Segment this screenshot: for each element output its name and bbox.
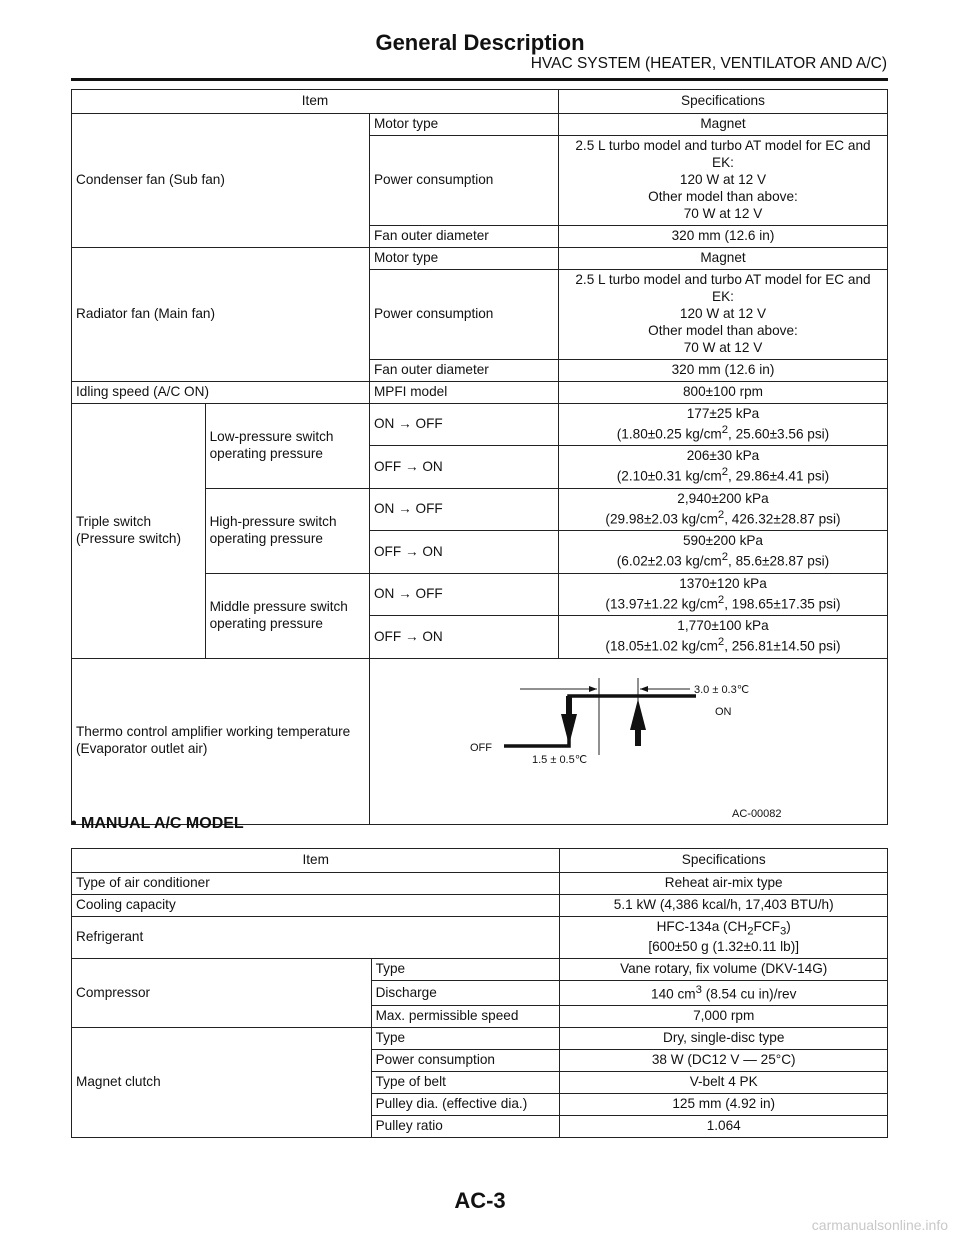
low-on-off-label: ON → OFF (369, 403, 558, 446)
compressor-type-value: Vane rotary, fix volume (DKV-14G) (560, 958, 888, 980)
radiator-motor-type-label: Motor type (369, 247, 558, 269)
condenser-motor-type-label: Motor type (369, 113, 558, 135)
spec-line: EK: (712, 154, 734, 170)
spec-line: (6.02±2.03 $kg/cm^2$, 85.6±28.87 psi) (616, 551, 830, 569)
idling-value: 800±100 rpm (558, 381, 887, 403)
table-row (72, 403, 888, 446)
upper-temp-label: 3.0 ± 0.3℃ (693, 684, 750, 697)
clutch-type-value: Dry, single-disc type (560, 1028, 888, 1050)
spec-line: 2,940±200 kPa (677, 490, 769, 506)
switch-on-arrowhead (630, 699, 646, 730)
table-header-row (72, 90, 888, 114)
header-divider (71, 78, 888, 81)
idling-sub: MPFI model (369, 381, 558, 403)
radiator-motor-type-value: Magnet (558, 247, 887, 269)
spec-line: HFC-134a $(CH_2FCF_3)$ (656, 918, 791, 938)
compressor-label: Compressor (72, 958, 372, 1027)
spec-line: 120 W at 12 V (679, 171, 767, 187)
spec-line: [600±50 g (1.32±0.11 lb)] (648, 938, 800, 954)
triple-switch-label (72, 403, 206, 658)
middle-on-off-value (558, 573, 887, 616)
low-pressure-label (205, 403, 369, 488)
discharge-label: Discharge (371, 980, 560, 1006)
col-header-item: Item (72, 90, 559, 114)
label-line: (Pressure switch) (76, 530, 181, 546)
table-row (72, 381, 888, 403)
label-line: operating pressure (209, 445, 323, 461)
cooling-label: Cooling capacity (72, 894, 560, 916)
table-row (72, 916, 888, 958)
radiator-diameter-label: Fan outer diameter (369, 359, 558, 381)
spec-line: 590±200 kPa (682, 533, 763, 549)
pulley-dia-value: 125 mm (4.92 in) (560, 1094, 888, 1116)
label-line: (Evaporator outlet air) (76, 741, 208, 757)
middle-off-on-value (558, 616, 887, 659)
radiator-power-label: Power consumption (369, 269, 558, 359)
table-row (72, 894, 888, 916)
spec-line: 177±25 kPa (686, 405, 760, 421)
middle-pressure-label (205, 573, 369, 658)
compressor-type-label: Type (371, 958, 560, 980)
max-speed-value: 7,000 rpm (560, 1006, 888, 1028)
switch-off-arrowhead (561, 714, 577, 745)
spec-line: (29.98±2.03 $kg/cm^2$, 426.32±28.87 psi) (605, 508, 841, 527)
spec-line: Other model than above: (648, 322, 798, 338)
high-on-off-label: ON → OFF (369, 488, 558, 531)
hvac-spec-table (71, 89, 888, 825)
page-number: AC-3 (454, 1188, 506, 1213)
table-row (72, 958, 888, 980)
refrigerant-label: Refrigerant (72, 916, 560, 958)
belt-type-label: Type of belt (371, 1072, 560, 1094)
clutch-power-value: 38 W (DC12 V — 25°C) (560, 1050, 888, 1072)
label-line: High-pressure switch (209, 513, 337, 529)
radiator-power-value (558, 269, 887, 359)
spec-line: (18.05±1.02 $kg/cm^2$, 256.81±14.50 psi) (605, 636, 841, 654)
ac-type-label: Type of air conditioner (72, 872, 560, 894)
high-off-on-label: OFF → ON (369, 531, 558, 574)
condenser-power-label: Power consumption (369, 135, 558, 225)
label-line: Triple switch (76, 513, 152, 529)
high-pressure-label (205, 488, 369, 573)
table-header-row (72, 849, 888, 873)
table-row (72, 247, 888, 269)
low-off-on-value (558, 446, 887, 489)
table-row (72, 658, 888, 824)
section-heading: • MANUAL A/C MODEL (71, 815, 244, 832)
high-off-on-value (558, 531, 887, 574)
spec-line: 70 W at 12 V (683, 339, 763, 355)
figure-id: AC-00082 (731, 808, 782, 821)
condenser-fan-label: Condenser fan (Sub fan) (72, 113, 370, 247)
high-on-off-value (558, 488, 887, 531)
lower-temp-label: 1.5 ± 0.5℃ (531, 754, 588, 767)
ac-type-value: Reheat air-mix type (560, 872, 888, 894)
pulley-ratio-value: 1.064 (560, 1116, 888, 1138)
spec-line: 2.5 L turbo model and turbo AT model for EC and (575, 271, 871, 287)
magnet-clutch-label: Magnet clutch (72, 1028, 372, 1138)
max-speed-label: Max. permissible speed (371, 1006, 560, 1028)
refrigerant-value (560, 916, 888, 958)
table-row (72, 872, 888, 894)
page-title: General Description (375, 30, 585, 55)
label-line: Low-pressure switch (209, 428, 334, 444)
pulley-ratio-label: Pulley ratio (371, 1116, 560, 1138)
thermo-diagram-cell (369, 658, 887, 824)
discharge-value: 140 $cm^3$ (8.54 cu in)/rev (560, 980, 888, 1006)
pulley-dia-label: Pulley dia. (effective dia.) (371, 1094, 560, 1116)
radiator-diameter-value: 320 mm (12.6 in) (558, 359, 887, 381)
low-off-on-label: OFF → ON (369, 446, 558, 489)
spec-line: Other model than above: (648, 188, 798, 204)
radiator-fan-label: Radiator fan (Main fan) (72, 247, 370, 381)
manual-ac-spec-table (71, 848, 888, 1138)
condenser-motor-type-value: Magnet (558, 113, 887, 135)
watermark-text: carmanualsonline.info (811, 1217, 948, 1233)
condenser-diameter-value: 320 mm (12.6 in) (558, 225, 887, 247)
col-header-item: Item (72, 849, 560, 873)
table-row (72, 113, 888, 135)
on-state-label: ON (714, 706, 732, 719)
label-line: Middle pressure switch (209, 598, 348, 614)
spec-line: 1370±120 kPa (679, 575, 767, 591)
condenser-diameter-label: Fan outer diameter (369, 225, 558, 247)
spec-line: 70 W at 12 V (683, 205, 763, 221)
spec-line: (1.80±0.25 $kg/cm^2$, 25.60±3.56 psi) (616, 423, 830, 442)
hysteresis-curve (504, 696, 696, 746)
spec-line: 2.5 L turbo model and turbo AT model for EC and (575, 137, 871, 153)
clutch-type-label: Type (371, 1028, 560, 1050)
spec-line: (2.10±0.31 $kg/cm^2$, 29.86±4.41 psi) (616, 466, 830, 484)
idling-label: Idling speed (A/C ON) (72, 381, 370, 403)
middle-off-on-label: OFF → ON (369, 616, 558, 659)
spec-line: 1,770±100 kPa (677, 618, 769, 634)
clutch-power-label: Power consumption (371, 1050, 560, 1072)
belt-type-value: V-belt 4 PK (560, 1072, 888, 1094)
condenser-power-value (558, 135, 887, 225)
col-header-spec: Specifications (558, 90, 887, 114)
col-header-spec: Specifications (560, 849, 888, 873)
low-on-off-value (558, 403, 887, 446)
spec-line: 206±30 kPa (686, 448, 760, 464)
thermo-hysteresis-diagram (370, 659, 886, 823)
page-subtitle: HVAC SYSTEM (HEATER, VENTILATOR AND A/C) (530, 55, 887, 72)
label-line: operating pressure (209, 530, 323, 546)
off-state-label: OFF (469, 742, 492, 755)
label-line: Thermo control amplifier working temperature (76, 724, 351, 740)
label-line: operating pressure (209, 615, 323, 631)
middle-on-off-label: ON → OFF (369, 573, 558, 616)
spec-line: 120 W at 12 V (679, 305, 767, 321)
cooling-value: 5.1 kW (4,386 kcal/h, 17,403 BTU/h) (560, 894, 888, 916)
table-row (72, 1028, 888, 1050)
thermo-label (72, 658, 370, 824)
spec-line: (13.97±1.22 $kg/cm^2$, 198.65±17.35 psi) (605, 593, 841, 612)
spec-line: EK: (712, 288, 734, 304)
